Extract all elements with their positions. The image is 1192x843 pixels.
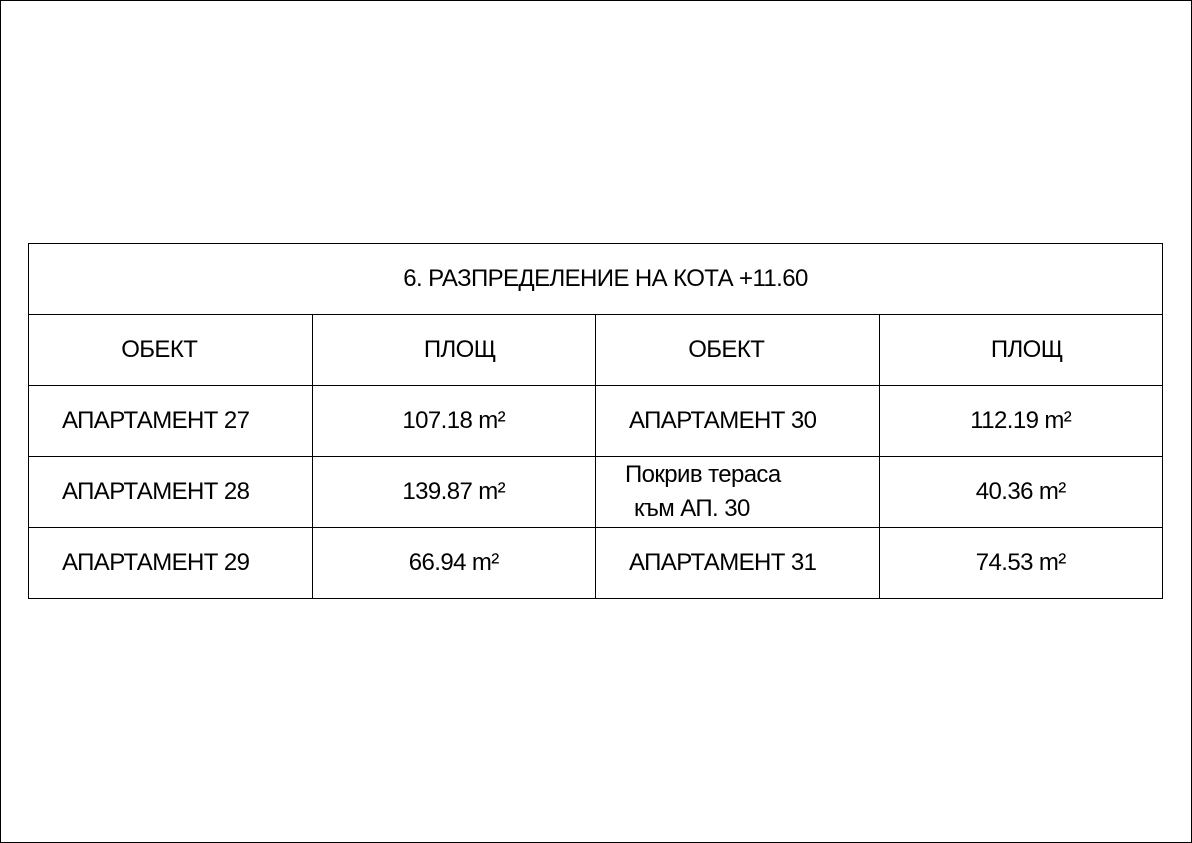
object-name-cell: АПАРТАМЕНТ 27 [29, 386, 313, 457]
object-name-cell: АПАРТАМЕНТ 30 [596, 386, 880, 457]
object-name-line-2: към АП. 30 [634, 495, 750, 522]
object-name-cell [596, 457, 880, 528]
table-title-row [29, 244, 1163, 315]
header-area-right: ПЛОЩ [879, 315, 1163, 386]
area-distribution-table [28, 243, 1163, 599]
header-area-left: ПЛОЩ [312, 315, 596, 386]
table-row [29, 528, 1163, 599]
area-value-cell: 112.19 m² [879, 386, 1163, 457]
object-name-cell: АПАРТАМЕНТ 28 [29, 457, 313, 528]
area-value-cell: 66.94 m² [312, 528, 596, 599]
table-header-row [29, 315, 1163, 386]
object-name-line-1: Покрив тераса [625, 461, 781, 488]
header-object-right: ОБЕКТ [596, 315, 880, 386]
header-object-left: ОБЕКТ [29, 315, 313, 386]
table-title: 6. РАЗПРЕДЕЛЕНИЕ НА КОТА +11.60 [29, 244, 1163, 315]
area-value-cell: 107.18 m² [312, 386, 596, 457]
object-name-cell: АПАРТАМЕНТ 31 [596, 528, 880, 599]
area-value-cell: 40.36 m² [879, 457, 1163, 528]
area-value-cell: 139.87 m² [312, 457, 596, 528]
table-row [29, 457, 1163, 528]
object-name-cell: АПАРТАМЕНТ 29 [29, 528, 313, 599]
area-value-cell: 74.53 m² [879, 528, 1163, 599]
table-row [29, 386, 1163, 457]
